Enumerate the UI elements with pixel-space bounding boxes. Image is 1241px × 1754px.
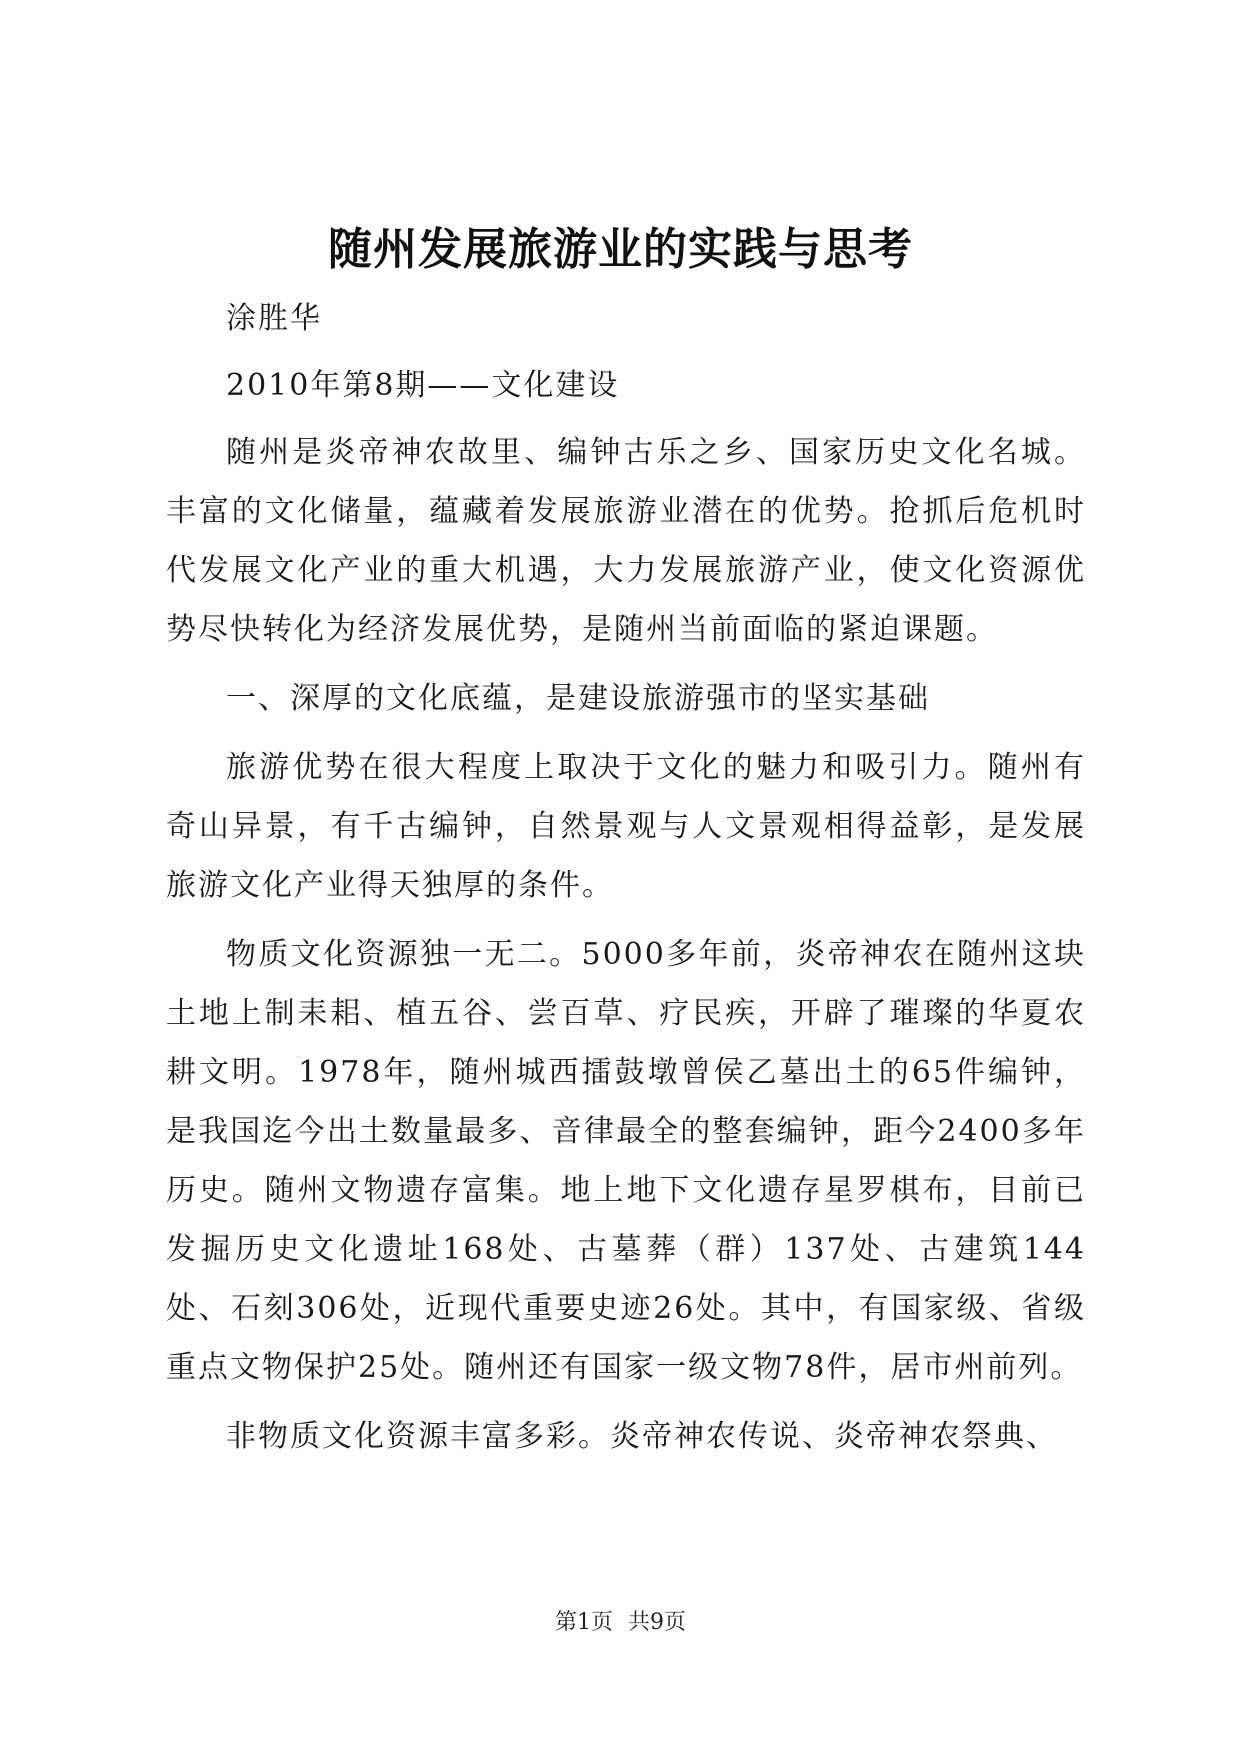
- paragraph: 非物质文化资源丰富多彩。炎帝神农传说、炎帝神农祭典、: [226, 1419, 1058, 1454]
- author-line: 涂胜华: [226, 301, 322, 336]
- paragraph: 旅游优势在很大程度上取决于文化的魅力和吸引力。随州有奇山异景，有千古编钟，自然景观与人文景观相得益彰，是发展旅游文化产业得天独厚的条件。: [166, 750, 1086, 903]
- document-body: [166, 289, 1086, 1476]
- page-number: 第1页: [555, 1610, 613, 1635]
- paragraph: 物质文化资源独一无二。5000多年前，炎帝神农在随州这块土地上制耒耜、植五谷、尝百草、疗民疾，开辟了璀璨的华夏农耕文明。1978年，随州城西擂鼓墩曾侯乙墓出土的65件编钟，是我国迄今出土数量最多、音律最全的整套编钟，距今2400多年历史。随州文物遗存富集。地上地下文化遗存星罗棋布，目前已发掘历史文化遗址168处、古墓葬（群）137处、古建筑144处、石刻306处，近现代重要史迹26处。其中，有国家级、省级重点文物保护25处。随州还有国家一级文物78件，居市州前列。: [166, 937, 1086, 1385]
- section-heading: 一、深厚的文化底蕴，是建设旅游强市的坚实基础: [226, 681, 930, 716]
- document-title: 随州发展旅游业的实践与思考: [328, 224, 913, 275]
- page-footer: [0, 1609, 1241, 1637]
- paragraph: 随州是炎帝神农故里、编钟古乐之乡、国家历史文化名城。丰富的文化储量，蕴藏着发展旅游业潜在的优势。抢抓后危机时代发展文化产业的重大机遇，大力发展旅游产业，使文化资源优势尽快转化为经济发展优势，是随州当前面临的紧迫课题。: [166, 435, 1086, 647]
- source-line: 2010年第8期——文化建设: [226, 368, 620, 403]
- page-total: 共9页: [628, 1610, 686, 1635]
